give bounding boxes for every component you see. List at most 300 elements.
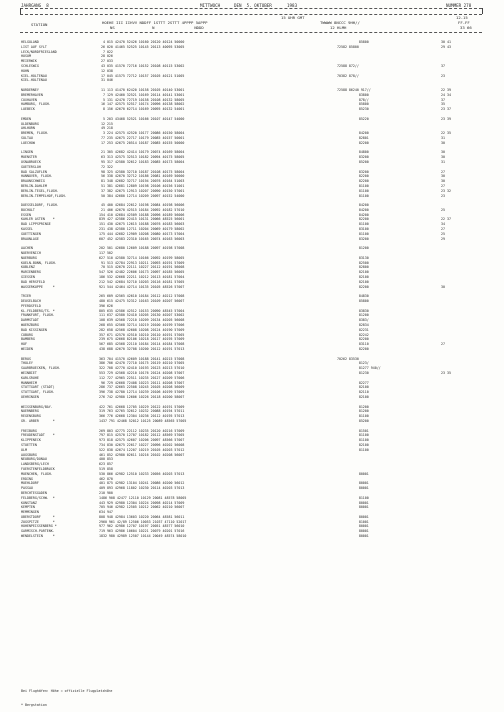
- synop-code-cell: 719 963 42986 10604 10221 20079 40201 57016: [99, 529, 185, 534]
- code-header-3: TWWWW 8NCCC 9HH//: [320, 20, 360, 25]
- station-name-cell: BRAUNLAGE: [21, 236, 39, 241]
- station-name-cell: BAD HERSFELD: [21, 279, 45, 284]
- station-name-cell: ULM: [21, 447, 27, 452]
- station-name-cell: KOBLENZ: [21, 265, 35, 270]
- synop-code-cell: 12 215: [99, 121, 113, 126]
- weather-code-cell: 83130: [337, 255, 369, 260]
- station-name-cell: BRAUNSCHWEIG: [21, 179, 45, 184]
- synop-code-cell: 396 738 42780 12714 10239 20106 40199 57009: [99, 390, 185, 395]
- station-name-cell: ZUGSPITZE *: [21, 519, 55, 524]
- synop-code-cell: 357 671 42570 42510 10210 20110 40191 57005: [99, 332, 185, 337]
- wind-peak-cell: 23 37: [441, 107, 451, 112]
- station-header: STATION: [31, 22, 48, 27]
- wind-peak-cell: 23: [441, 193, 445, 198]
- station-name-cell: SCHLESWIG: [21, 63, 39, 68]
- wind-peak-cell: 25: [441, 207, 445, 212]
- synop-code-cell: 112 727 42965 22511 10235 20127 40209 57006: [99, 375, 185, 380]
- weather-code-cell: 84200: [337, 207, 369, 212]
- year-label: 1983: [287, 3, 298, 8]
- synop-code-cell: 96 729 42668 72408 10223 20111 40208 57007: [99, 380, 185, 385]
- station-name-cell: DUESSELDORF, FLUGH.: [21, 203, 59, 208]
- station-name-cell: THOLEY: [21, 361, 33, 366]
- wind-peak-cell: 27: [441, 227, 445, 232]
- station-name-cell: HUSUM: [21, 54, 31, 59]
- wind-peak-cell: 31: [441, 159, 445, 164]
- weather-code-cell: 72588 86240 917//: [337, 87, 371, 92]
- synop-code-cell: 151 430 42675 12615 10188 20076 40183 56003: [99, 222, 185, 227]
- wind-peak-cell: 22 39: [441, 87, 451, 92]
- wind-peak-cell: 22 35: [441, 131, 451, 136]
- station-name-cell: EMDEN: [21, 116, 31, 121]
- synop-code-cell: 77 235 42675 22717 10179 20085 40157 50001: [99, 135, 185, 140]
- synop-code-cell: 366 776 42668 12304 10236 20112 40195 57013: [99, 414, 185, 419]
- synop-code-cell: 268 655 42568 32714 10219 20100 40199 57006: [99, 323, 185, 328]
- synop-code-cell: 400 853: [99, 457, 113, 462]
- weather-code-cell: 82834: [337, 323, 369, 328]
- station-name-cell: ESSEN: [21, 212, 31, 217]
- synop-code-cell: 31 046: [99, 78, 113, 83]
- weather-code-cell: 83110: [337, 342, 369, 347]
- weather-code-cell: 84800: [337, 150, 369, 155]
- station-name-cell: WEISSENBURG/BAY.: [21, 404, 53, 409]
- weather-code-cell: 82800: [337, 265, 369, 270]
- station-name-cell: WUERZBURG: [21, 323, 39, 328]
- wind-peak-cell: 29: [441, 236, 445, 241]
- synop-code-cell: 386 706 42470 72710 10175 20119 40210 57005: [99, 361, 185, 366]
- weather-code-cell: 81001: [337, 519, 369, 524]
- weather-code-cell: 82200: [337, 179, 369, 184]
- weather-code-cell: 81100: [337, 414, 369, 419]
- station-name-cell: KARLSRUHE: [21, 375, 39, 380]
- synop-code-cell: 56 338 42670 32712 10186 20081 40169 50000: [99, 174, 185, 179]
- synop-code-cell: 28 026: [99, 54, 113, 59]
- station-name-cell: BAD SALZUFLEN: [21, 169, 47, 174]
- weather-code-cell: 80001: [337, 534, 369, 539]
- station-name-cell: HAMBURG, FLUGH.: [21, 102, 51, 107]
- weather-code-cell: 82100: [337, 279, 369, 284]
- weather-code-cell: 84830: [337, 294, 369, 299]
- station-name-cell: NOERVENICH: [21, 251, 41, 256]
- weather-code-cell: 84200: [337, 203, 369, 208]
- weather-code-cell: 70382 878//: [337, 73, 359, 78]
- weather-code-cell: 83200: [337, 236, 369, 241]
- synop-code-cell: 627 510 42580 32714 10166 20092 40199 58005: [99, 255, 185, 260]
- station-name-cell: STUTTGART, FLUGH.: [21, 390, 55, 395]
- station-name-cell: COBURG: [21, 332, 33, 337]
- synop-code-cell: 16 147 42575 52517 10174 20096 40138 58002: [99, 102, 185, 107]
- synop-code-cell: 239 675 42668 82106 10218 20117 40195 57009: [99, 337, 185, 342]
- synop-code-cell: 91 513 42784 22913 10211 20093 40191 57009: [99, 260, 185, 265]
- weather-code-cell: 85800: [337, 102, 369, 107]
- synop-code-cell: 1437 791 42468 52012 10125 20089 48565 57005: [99, 418, 187, 423]
- synop-code-cell: 95 317 42580 32612 10183 20085 40173 58004: [99, 159, 185, 164]
- station-name-cell: MARIENBERG: [21, 270, 41, 275]
- station-name-cell: LUECHOW: [21, 140, 35, 145]
- code-header-5: FF-FF: [458, 20, 470, 25]
- station-name-cell: KL.FELDBERG/TS. *: [21, 308, 55, 313]
- weather-code-cell: 80001: [337, 486, 369, 491]
- station-name-cell: DEUSELBACH: [21, 299, 41, 304]
- station-name-cell: HOF: [21, 342, 27, 347]
- weather-code-cell: 85800: [337, 299, 369, 304]
- synop-code-cell: 705 946 42982 12505 10212 20062 40210 56007: [99, 505, 185, 510]
- weather-code-cell: 81501: [337, 428, 369, 433]
- synop-code-cell: 7 022: [99, 49, 113, 54]
- hours-label: 12-15: [456, 15, 468, 20]
- synop-code-cell: 81 348 42682 32717 10194 20076 40164 51003: [99, 179, 185, 184]
- weather-code-cell: 81200: [337, 409, 369, 414]
- wind-peak-cell: 37: [441, 63, 445, 68]
- station-name-cell: MEIERWIK: [21, 59, 37, 64]
- weather-code-cell: 82242: [337, 332, 369, 337]
- weather-code-cell: 81200: [337, 246, 369, 251]
- wind-peak-cell: 30: [441, 174, 445, 179]
- station-name-cell: BAD KISSINGEN: [21, 327, 47, 332]
- station-name-cell: DARMSTADT: [21, 318, 39, 323]
- wind-peak-cell: 30: [441, 155, 445, 160]
- synop-code-cell: 21 305 42682 42414 10179 20074 40169 58004: [99, 150, 185, 155]
- wind-peak-cell: 30: [441, 150, 445, 155]
- weather-code-cell: 84200: [337, 212, 369, 217]
- station-name-cell: REGENSBURG: [21, 414, 41, 419]
- table-row: [21, 534, 481, 539]
- synop-code-cell: 480 615 42475 52312 10163 20109 40207 56007: [99, 299, 185, 304]
- station-name-cell: PASSAU: [21, 486, 33, 491]
- synop-code-cell: 607 452 42583 22310 10165 20074 40163 56003: [99, 236, 185, 241]
- weather-code-cell: 81100: [337, 231, 369, 236]
- station-name-cell: HOHENPEISSENBERG *: [21, 524, 57, 529]
- synop-code-cell: 117 502: [99, 251, 113, 256]
- station-name-cell: GOETTINGEN: [21, 231, 41, 236]
- weather-code-cell: 81100: [337, 222, 369, 227]
- synop-code-cell: 186 532 42668 22211 10212 20113 40181 57004: [99, 275, 185, 280]
- station-name-cell: KEMPTEN: [21, 505, 35, 510]
- synop-code-cell: 623 857: [99, 462, 113, 467]
- weather-code-cell: 82100: [337, 394, 369, 399]
- station-name-cell: KIEL-HOLTENAU: [21, 78, 47, 83]
- station-name-cell: LIST AUF SYLT: [21, 44, 47, 49]
- station-name-cell: KOELN-BONN, FLUGH.: [21, 260, 57, 265]
- synop-code-cell: 231 438 42580 12711 10204 20069 40179 58002: [99, 227, 185, 232]
- weather-code-cell: 82100: [337, 275, 369, 280]
- synop-code-cell: 461 852 42980 02611 10216 20102 40208 56007: [99, 452, 185, 457]
- wind-peak-cell: 22 37: [441, 217, 451, 222]
- synop-code-cell: 63 313 42575 32513 10182 20094 40175 58005: [99, 155, 185, 160]
- synop-code-cell: 37 382 42675 12913 10207 20090 40150 57001: [99, 188, 185, 193]
- station-name-cell: KONSTANZ: [21, 500, 37, 505]
- station-name-cell: OSNABRUECK: [21, 159, 41, 164]
- weather-code-cell: 82277: [337, 380, 369, 385]
- weather-code-cell: 85200: [337, 418, 369, 423]
- wind-peak-cell: 35: [441, 102, 445, 107]
- weather-code-cell: 85200: [337, 159, 369, 164]
- weather-code-cell: 81100: [337, 433, 369, 438]
- station-name-cell: FRANKFURT, FLUGH.: [21, 313, 55, 318]
- volume-label: JAHRGANG 8: [21, 3, 49, 8]
- station-name-cell: GUETERSLOH: [21, 164, 41, 169]
- footnote-block: [21, 680, 112, 717]
- station-name-cell: HANNOVER, FLUGH.: [21, 174, 53, 179]
- weather-code-cell: 82801: [337, 135, 369, 140]
- synop-code-cell: 977 962 42986 12707 10197 20051 48577 56010: [99, 524, 185, 529]
- station-name-cell: STUTTGART (STADT): [21, 385, 55, 390]
- weather-code-cell: 80001: [337, 514, 369, 519]
- station-table-body: [21, 40, 481, 539]
- synop-code-cell: 265 609 42565 42610 10184 20112 40212 57008: [99, 294, 185, 299]
- weather-code-cell: 83830: [337, 308, 369, 313]
- weather-code-cell: 81230: [337, 370, 369, 375]
- synop-code-cell: 202 501 42680 12609 10188 20097 40198 57008: [99, 246, 185, 251]
- synop-code-cell: 269 803 42775 22112 10235 20120 40216 57009: [99, 428, 185, 433]
- weather-code-cell: 70262 83530: [337, 356, 359, 361]
- weather-code-cell: 83200: [337, 169, 369, 174]
- weather-code-cell: 81277 940//: [337, 366, 381, 371]
- synop-code-cell: 108 639 42568 72210 10209 20134 40205 56008: [99, 318, 185, 323]
- weather-code-cell: 80001: [337, 481, 369, 486]
- weekday-label: MITTWOCH: [200, 3, 221, 8]
- synop-code-cell: 111 637 42580 52410 10205 20130 40207 53002: [99, 313, 185, 318]
- synop-code-cell: 282 658 42568 42608 10208 20124 40190 57009: [99, 327, 185, 332]
- station-name-cell: BREMERHAVEN: [21, 92, 43, 97]
- top-rule: [20, 8, 482, 9]
- station-name-cell: MEMMINGEN: [21, 510, 39, 515]
- code-header-4: 12 HLMH: [330, 25, 347, 30]
- synop-code-cell: 553 729 42568 42210 10176 20124 40208 57007: [99, 370, 185, 375]
- weather-code-cell: 83200: [337, 155, 369, 160]
- station-table: [21, 40, 481, 539]
- weather-code-cell: 8383/: [337, 318, 369, 323]
- station-name-cell: NORDERNEY: [21, 87, 39, 92]
- synop-code-cell: 567 685 42568 22110 10184 20114 40184 57008: [99, 342, 185, 347]
- weather-code-cell: 8123/: [337, 361, 369, 366]
- station-name-cell: BERLIN-TEMPELHOF,FLUGH.: [21, 193, 67, 198]
- wind-peak-cell: 27: [441, 183, 445, 188]
- footnote-airports: Bei Flughäfen: Höhe = offizielle Flugplatzhöhe: [21, 689, 113, 694]
- station-name-cell: WENDELSTEIN *: [21, 534, 55, 539]
- weather-code-cell: 81100: [337, 188, 369, 193]
- weather-code-cell: 82100: [337, 270, 369, 275]
- synop-code-cell: 921 544 42464 42714 10135 20105 48526 57007: [99, 284, 185, 289]
- synop-code-cell: 401 875 42982 13104 10241 20086 40200 56012: [99, 481, 185, 486]
- wind-peak-cell: 30: [441, 140, 445, 145]
- synop-code-cell: 2960 961 42/89 12506 10053 21037 47110 52017: [99, 519, 187, 524]
- wind-peak-cell: 30: [441, 179, 445, 184]
- footnote-mountain-station: * Bergstation: [21, 702, 47, 707]
- weather-code-cell: 81200: [337, 313, 369, 318]
- station-name-cell: BERLIN-DAHLEM: [21, 183, 47, 188]
- station-name-cell: AUGSBURG: [21, 452, 37, 457]
- station-name-cell: NUERNBERG: [21, 409, 39, 414]
- synop-code-cell: 547 526 42482 22606 10173 20097 40185 56005: [99, 270, 185, 275]
- date-label: DEN 5. OKTOBER: [234, 3, 272, 8]
- weather-code-cell: 80001: [337, 505, 369, 510]
- synop-code-cell: 522 838 42674 12207 10219 20105 40203 57012: [99, 447, 185, 452]
- station-name-cell: KASSEL: [21, 227, 33, 232]
- weather-code-cell: 82200: [337, 140, 369, 145]
- weather-code-cell: 82100: [337, 385, 369, 390]
- station-name-cell: NEUBURG/DONAU: [21, 457, 47, 462]
- synop-code-cell: 8 156 42670 62714 10169 20095 40132 54001: [99, 107, 185, 112]
- synop-code-cell: 4 015 42470 52426 10160 20120 40124 50000: [99, 40, 185, 44]
- weather-code-cell: 82100: [337, 442, 369, 447]
- weather-code-cell: 81100: [337, 193, 369, 198]
- weather-code-cell: 72588 872//: [337, 63, 359, 68]
- weather-code-cell: 82231: [337, 327, 369, 332]
- weather-code-cell: 81100: [337, 495, 369, 500]
- station-name-cell: WASSERKUPPE *: [21, 284, 55, 289]
- synop-code-cell: 319 763 42765 32612 10232 20088 40194 57011: [99, 409, 185, 414]
- synop-code-cell: 175 444 42682 12909 10208 20080 40173 57004: [99, 231, 185, 236]
- synop-code-cell: 3 224 42575 42520 10177 20086 40150 58004: [99, 131, 185, 136]
- station-name-cell: WEIDEN: [21, 347, 33, 351]
- station-name-cell: OEHRINGEN: [21, 394, 39, 399]
- synop-code-cell: 17 253 42675 20514 10187 20085 40155 50000: [99, 140, 185, 145]
- synop-code-cell: 12 038: [99, 68, 113, 73]
- station-name-cell: BERLIN-TEGEL,FLUGH.: [21, 188, 59, 193]
- station-name-cell: BERCHTESGADEN: [21, 490, 47, 495]
- synop-code-cell: 438 688 42670 32708 10200 20112 40191 57013: [99, 347, 185, 351]
- weather-code-cell: 80001: [337, 500, 369, 505]
- weather-code-cell: 72582 85800: [337, 44, 359, 49]
- station-name-cell: CUXHAVEN: [21, 97, 37, 102]
- wind-peak-cell: 37: [441, 97, 445, 102]
- station-name-cell: LUEBECK: [21, 107, 35, 112]
- wind-peak-cell: 27: [441, 169, 445, 174]
- synop-code-cell: 21 406 42670 42515 10184 20092 40182 57010: [99, 207, 185, 212]
- synop-code-cell: 98 325 42580 32710 10187 20108 40175 58004: [99, 169, 185, 174]
- synop-code-cell: 286 737 42665 22508 10245 20105 40208 56009: [99, 385, 185, 390]
- weather-code-cell: 80001: [337, 524, 369, 529]
- synop-code-cell: 154 410 42684 42509 10188 20096 40189 56006: [99, 212, 185, 217]
- synop-code-cell: 50 384 42680 12714 10209 20097 40152 54000: [99, 193, 185, 198]
- station-name-cell: LANDSBERG/LECH: [21, 462, 49, 467]
- synop-code-cell: 51 381 42681 12809 10198 20106 40156 51001: [99, 183, 185, 188]
- weather-code-cell: 82110: [337, 390, 369, 395]
- wind-peak-cell: 23: [441, 73, 445, 78]
- station-name-cell: KLIPPENECK: [21, 438, 41, 443]
- weather-code-cell: 878//: [337, 97, 369, 102]
- weather-code-cell: 81100: [337, 183, 369, 188]
- code-header-6: 33 66: [460, 25, 472, 30]
- synop-code-cell: 734 830 42675 22617 10227 20096 40202 56008: [99, 442, 185, 447]
- synop-code-cell: 530 866 42982 12510 10233 20056 40203 57013: [99, 471, 185, 476]
- station-name-cell: FREUDENSTADT *: [21, 433, 55, 438]
- synop-code-cell: 422 761 42668 12705 10229 20122 40191 57009: [99, 404, 185, 409]
- station-name-cell: GIESSEN: [21, 275, 35, 280]
- weather-code-cell: 85220: [337, 116, 369, 121]
- synop-code-cell: 634 947: [99, 510, 113, 515]
- weather-code-cell: 83800: [337, 92, 369, 97]
- station-name-cell: FUERSTENFELDBRUCK: [21, 466, 55, 471]
- weather-code-cell: 82200: [337, 337, 369, 342]
- station-name-cell: MUENCHEN, FLUGH.: [21, 471, 53, 476]
- weather-code-cell: 80001: [337, 471, 369, 476]
- code-header-1: HOEHE III IIHVV NDDFF 1STTT 2STTT 4PPPP 5APPP: [102, 20, 208, 25]
- wind-peak-cell: 29 43: [441, 44, 451, 49]
- wind-peak-cell: 31: [441, 135, 445, 140]
- wind-peak-cell: 23 32: [441, 188, 451, 193]
- synop-code-cell: 5 131 42470 72719 10158 20108 40132 58005: [99, 97, 185, 102]
- station-name-cell: MANNHEIM: [21, 380, 37, 385]
- rule-tick-right: [482, 8, 483, 14]
- wind-peak-cell: 25: [441, 231, 445, 236]
- station-name-cell: BAD LIPPSPRINGE: [21, 222, 51, 227]
- synop-code-cell: 43 035 41570 72716 10152 20108 40115 53002: [99, 63, 185, 68]
- station-name-cell: AACHEN: [21, 246, 33, 251]
- station-name-cell: SAARBRUECKEN, FLUGH.: [21, 366, 61, 371]
- wind-peak-cell: 34: [441, 222, 445, 227]
- synop-code-cell: 212 542 42684 52710 10203 20116 40181 57005: [99, 279, 185, 284]
- synop-code-cell: 797 815 42570 12707 10182 20112 48569 57005: [99, 433, 185, 438]
- station-name-cell: GARMISCH-PARTENK.: [21, 529, 55, 534]
- weather-code-cell: 82200: [337, 217, 369, 222]
- station-name-cell: SOLTAU: [21, 135, 33, 140]
- header-rule: [20, 14, 482, 15]
- station-name-cell: TRIER: [21, 294, 31, 299]
- synop-code-cell: 27 033: [99, 59, 113, 64]
- utc-label: 15 UHR GMT: [281, 15, 305, 20]
- weather-code-cell: 85230: [337, 107, 369, 112]
- synop-code-cell: 11 113 41470 62420 10158 20105 40140 53001: [99, 87, 185, 92]
- synop-code-cell: 72 322: [99, 164, 113, 169]
- station-name-cell: HOHN: [21, 68, 29, 73]
- station-name-cell: BAMBERG: [21, 337, 35, 342]
- weather-code-cell: 83100: [337, 227, 369, 232]
- synop-code-cell: 70 515 42670 22111 10227 20112 40191 56008: [99, 265, 185, 270]
- columns-rule: [20, 32, 482, 33]
- weather-code-cell: 80001: [337, 529, 369, 534]
- station-name-cell: STOETTEN: [21, 442, 37, 447]
- wind-peak-cell: 27: [441, 342, 445, 347]
- synop-code-cell: 363 704 41570 42609 10188 20141 40215 57008: [99, 356, 185, 361]
- synop-code-cell: 210 900: [99, 490, 113, 495]
- station-name-cell: LINGEN: [21, 150, 33, 155]
- weather-code-cell: 85800: [337, 40, 369, 44]
- wind-peak-cell: 24 34: [441, 92, 451, 97]
- synop-code-cell: 519 858: [99, 466, 113, 471]
- weather-code-cell: 82200: [337, 174, 369, 179]
- station-name-cell: BERUS: [21, 356, 31, 361]
- station-name-cell: WEINBIET: [21, 370, 37, 375]
- weather-code-cell: 84200: [337, 131, 369, 136]
- station-name-cell: MUENSTER: [21, 155, 37, 160]
- wind-peak-cell: 23 35: [441, 370, 451, 375]
- synop-code-cell: 45 400 42684 22612 10198 20084 40198 56006: [99, 203, 185, 208]
- station-name-cell: BREMEN, FLUGH.: [21, 131, 49, 136]
- synop-code-cell: 5 203 43468 52521 10166 20107 40147 54000: [99, 116, 185, 121]
- wind-peak-cell: 23 39: [441, 116, 451, 121]
- weather-code-cell: 81100: [337, 438, 369, 443]
- station-name-cell: LECK/NORDFRIESLAND: [21, 49, 57, 54]
- synop-code-cell: 409 893 42968 11802 10230 20114 40203 57013: [99, 486, 185, 491]
- synop-code-cell: 443 929 42980 12304 10224 20098 40214 57009: [99, 500, 185, 505]
- weather-code-cell: 82200: [337, 284, 369, 289]
- issue-number: NUMMER 278: [446, 3, 472, 8]
- synop-code-cell: 1486 908 42477 12110 10129 20081 48578 58005: [99, 495, 187, 500]
- synop-code-cell: 7 129 42460 32521 10169 20114 40141 53001: [99, 92, 185, 97]
- station-name-cell: KIEL-HOLTENAU: [21, 73, 47, 78]
- synop-code-cell: 396 626: [99, 303, 113, 308]
- station-name-cell: BOCHOLT: [21, 207, 35, 212]
- synop-code-cell: 462 870: [99, 476, 113, 481]
- synop-code-cell: 805 635 42586 42512 10153 20090 48545 57004: [99, 308, 185, 313]
- synop-code-cell: 322 708 42770 42410 10193 20123 40213 57010: [99, 366, 185, 371]
- weather-code-cell: 82200: [337, 347, 369, 351]
- station-name-cell: AHLHORN: [21, 126, 35, 131]
- station-name-cell: OBERSTDORF *: [21, 514, 55, 519]
- station-name-cell: MUEHLDORF: [21, 481, 39, 486]
- wind-peak-cell: [441, 534, 481, 539]
